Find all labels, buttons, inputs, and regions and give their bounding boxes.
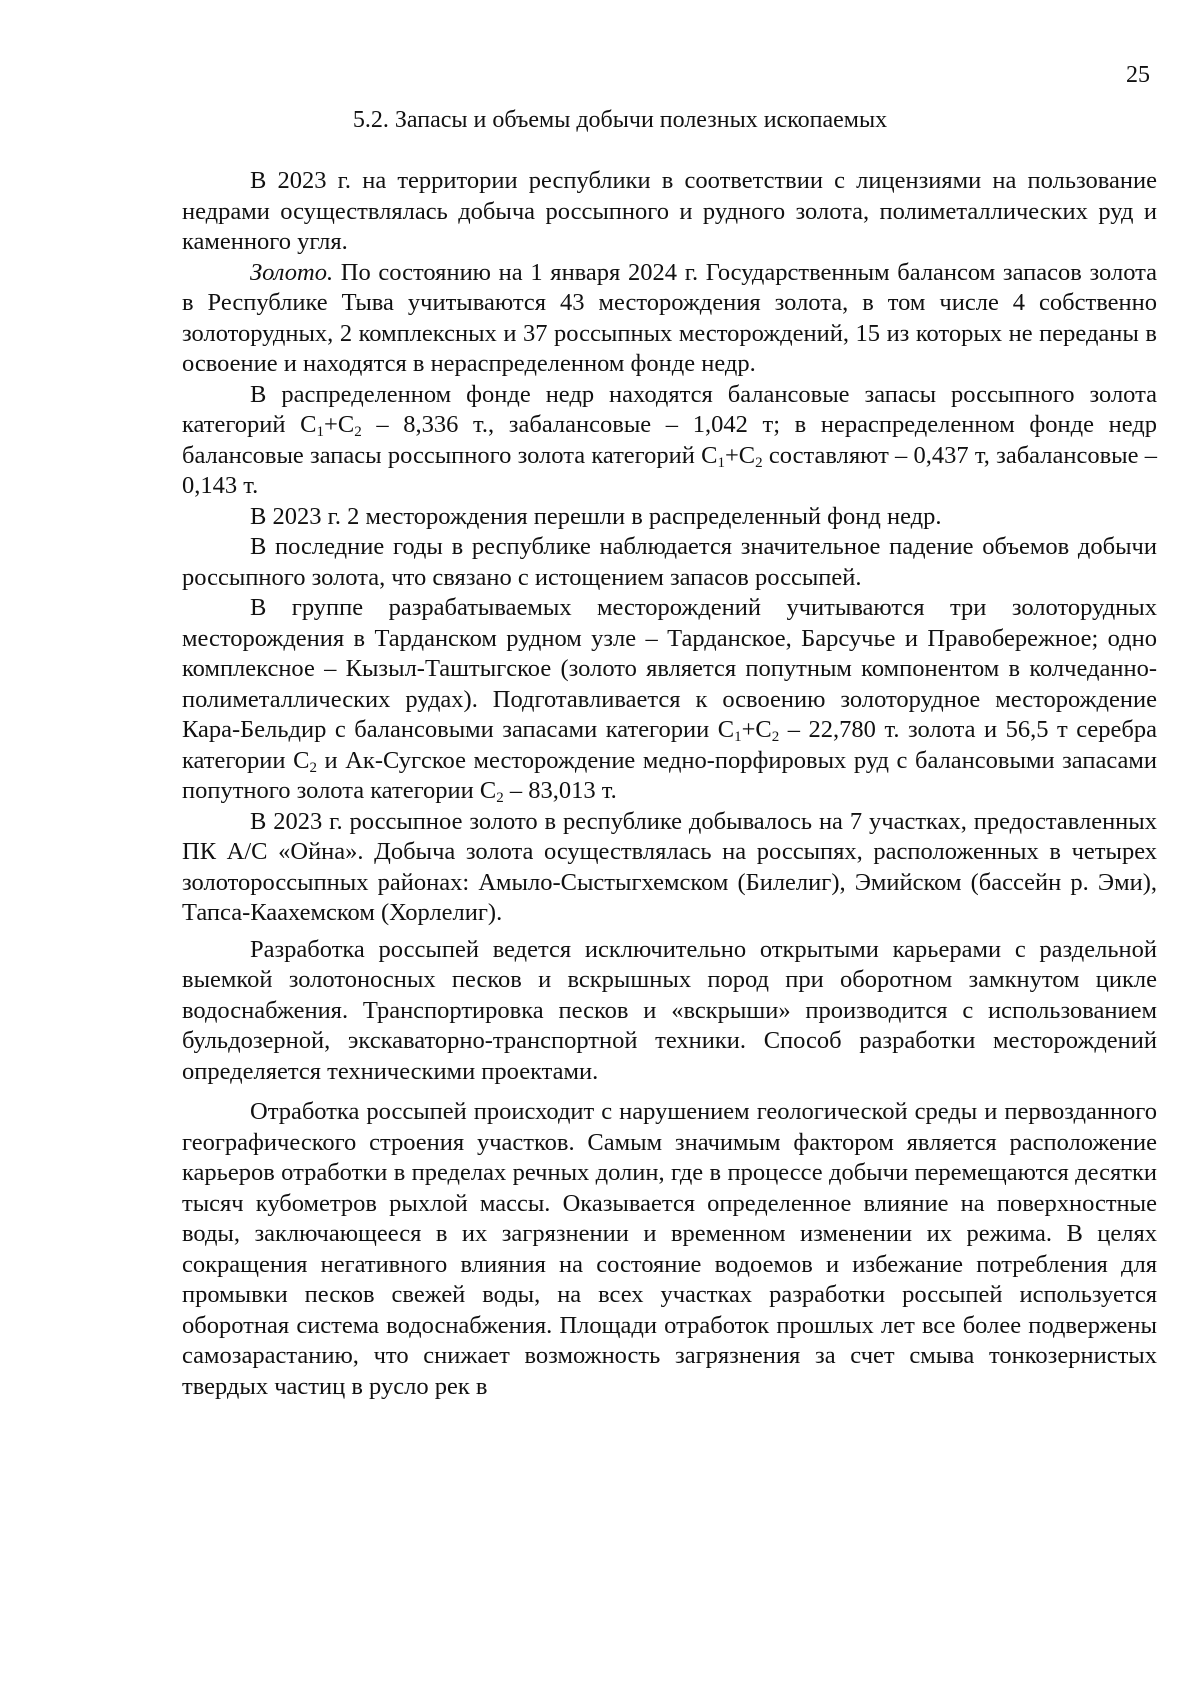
paragraph-6 (182, 593, 1157, 807)
paragraph-5: В последние годы в республике наблюдается значительное падение объемов добычи россыпного золота, что связано с истощением запасов россыпей. (182, 533, 1157, 591)
page-number: 25 (1126, 62, 1150, 88)
section-title: 5.2. Запасы и объемы добычи полезных ископаемых (352, 107, 888, 133)
paragraph-3-a: В распределенном фонде недр находятся балансовые запасы россыпного золота категорий C (182, 380, 1157, 438)
subscript: 1 (717, 454, 725, 471)
body-text (182, 166, 1157, 1402)
paragraph-3 (182, 380, 1157, 502)
paragraph-6-d: и Ак-Сугское месторождение медно-порфировых руд с балансовыми запасами попутного золота категории C (182, 746, 1158, 804)
paragraph-3-d: +C (724, 441, 756, 469)
subscript: 2 (771, 729, 780, 745)
paragraph-6-c: – 22,780 т. золота и 56,5 т серебра категории C (182, 716, 1157, 774)
paragraph-6-b: +C (741, 716, 772, 743)
paragraph-2-lead: Золото. (250, 258, 334, 286)
paragraph-8: Разработка россыпей ведется исключительно открытыми карьерами с раздельной выемкой золотоносных песков и вскрышных пород при оборотном замкнутом цикле водоснабжения. Транспортировка песков и «вскрыши» производится с использованием бульдозерной, экскаваторно-транспортной техники. Способ разработки месторождений определяется техническими проектами. (182, 935, 1157, 1085)
subscript: 2 (496, 790, 504, 806)
paragraph-6-a: В группе разрабатываемых месторождений учитываются три золоторудных месторождения в Тарданском рудном узле – Тарданское, Барсучье и Правобережное; одно комплексное – Кызыл-Таштыгское (золото является попутным компонентом в колчеданно-полиметаллических рудах). Подготавливается к освоению золоторудное месторождение Кара-Бельдир с балансовыми запасами категории C (182, 594, 1157, 743)
subscript: 2 (354, 424, 362, 440)
paragraph-2 (182, 258, 1157, 380)
paragraph-9: Отработка россыпей происходит с нарушением геологической среды и первозданного географического строения участков. Самым значимым фактором является расположение карьеров отработки в пределах речных долин, где в процессе добычи перемещаются десятки тысяч кубометров рыхлой массы. Оказывается определенное влияние на поверхностные воды, заключающееся в их загрязнении и временном изменении их режима. В целях сокращения негативного влияния на состояние водоемов и избежание потребления для промывки песков свежей воды, на всех участках разработки россыпей используется оборотная система водоснабжения. Площади отработок прошлых лет все более подвержены самозарастанию, что снижает возможность загрязнения за счет смыва тонкозернистых твердых частиц в русло рек в (182, 1098, 1157, 1400)
paragraph-3-b: +C (324, 411, 355, 438)
subscript: 2 (309, 759, 317, 776)
subscript: 2 (755, 454, 763, 471)
paragraph-2-text: По состоянию на 1 января 2024 г. Государственным балансом запасов золота в Республике Тыва учитываются 43 месторождения золота, в том числе 4 собственно золоторудных, 2 комплексных и 37 россыпных месторождений, 15 из которых не переданы в освоение и находятся в нераспределенном фонде недр. (182, 258, 1157, 377)
paragraph-4: В 2023 г. 2 месторождения перешли в распределенный фонд недр. (250, 502, 942, 530)
subscript: 1 (316, 424, 325, 440)
subscript: 1 (734, 729, 742, 745)
paragraph-1: В 2023 г. на территории республики в соответствии с лицензиями на пользование недрами осуществлялась добыча россыпного и рудного золота, полиметаллических руд и каменного угля. (182, 167, 1157, 255)
paragraph-3-e: составляют – 0,437 т, забалансовые – 0,143 т. (182, 441, 1157, 499)
paragraph-6-e: – 83,013 т. (503, 777, 617, 804)
paragraph-7: В 2023 г. россыпное золото в республике добывалось на 7 участках, предоставленных ПК А/С «Ойна». Добыча золота осуществлялась на россыпях, расположенных в четырех золотороссыпных районах: Амыло-Сыстыгхемском (Билелиг), Эмийском (бассейн р. Эми), Тапса-Каахемском (Хорлелиг). (182, 807, 1157, 926)
paragraph-3-c: – 8,336 т., забалансовые – 1,042 т; в нераспределенном фонде недр балансовые запасы россыпного золота категорий C (182, 411, 1157, 469)
